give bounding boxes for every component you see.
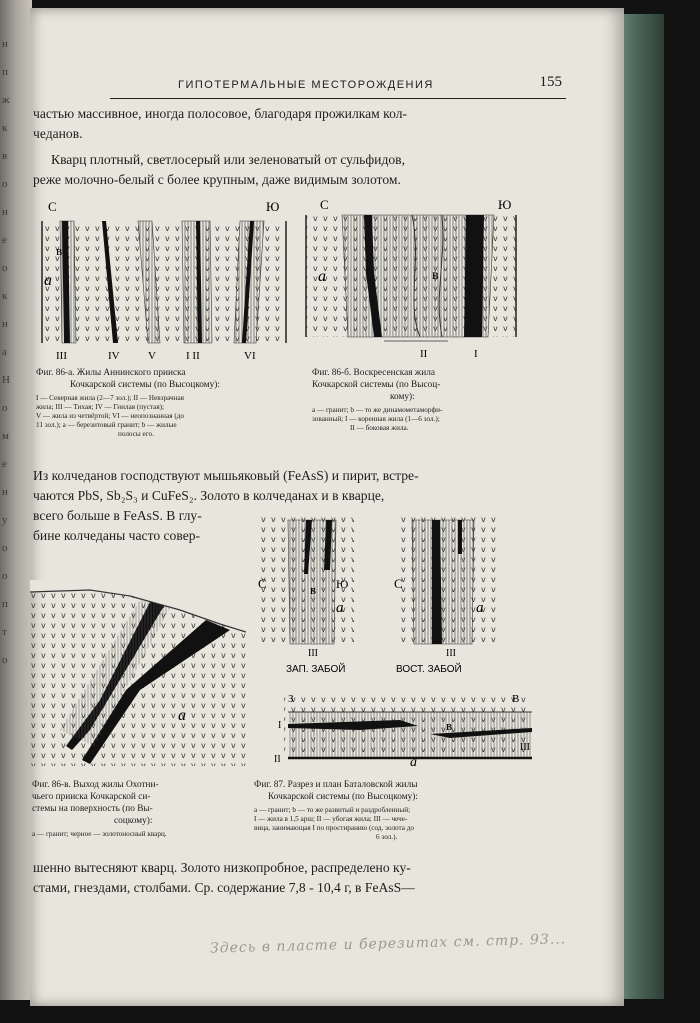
south-label: Ю (498, 197, 512, 212)
north-label: С (258, 576, 267, 591)
figure-legend: V — жила из четвёртой; VI — неопознанная (до (36, 412, 184, 420)
figure-legend: зованный; I — коренная жила (1—6 зол.); (312, 415, 440, 423)
text-line: всего больше в FeAsS. В глу- (33, 508, 202, 523)
left-page-char: к (2, 122, 8, 134)
left-page-char: к (2, 290, 8, 302)
figure-caption: чьего прииска Кочкарской си- (32, 792, 151, 802)
book-spine (618, 14, 664, 999)
running-title: ГИПОТЕРМАЛЬНЫЕ МЕСТОРОЖДЕНИЯ (178, 79, 434, 91)
vein-numeral: III (308, 648, 318, 659)
vein-numeral: I II (186, 350, 200, 362)
vein-numeral: VI (244, 350, 256, 362)
left-page-char: Н (2, 374, 10, 386)
section-label: ЗАП. ЗАБОЙ (286, 664, 346, 675)
vein-numeral: III (446, 648, 456, 659)
text-line: шенно вытесняют кварц. Золото низкопробное, распределено ку- (33, 860, 411, 875)
figure-caption: Фиг. 87. Разрез и план Баталовской жилы (254, 780, 418, 790)
figure-legend: I — жила в 1,5 арш; II — убогая жила; III — чече- (254, 815, 408, 823)
rock-label-a: а (476, 600, 484, 616)
vein-numeral: III (520, 742, 530, 753)
figure-caption: кому): (390, 392, 415, 402)
left-page-char: н (2, 38, 8, 50)
rock-label-a: а (44, 272, 52, 289)
page-number: 155 (539, 74, 562, 90)
left-page-char: о (2, 542, 8, 554)
figure-legend: а — гранит; черное — золотоносный кварц. (32, 830, 167, 838)
text-line: бине колчеданы часто совер- (33, 528, 201, 543)
rock-label-a: а (318, 268, 326, 285)
vein-numeral: I (278, 720, 282, 731)
north-label: С (394, 576, 403, 591)
left-page-char: о (2, 262, 8, 274)
text-line: стами, гнездами, столбами. Ср. содержание 7,8 - 10,4 г, в FeAsS— (33, 880, 415, 895)
figure-legend: II — боковая жила. (350, 424, 409, 432)
rock-label-a: а (410, 755, 417, 766)
left-page-char: ж (2, 94, 10, 106)
figure-legend: вица, занимающая I по простиранию (сод. золота до (254, 824, 415, 832)
rock-label-a: а (336, 600, 344, 616)
figure-legend: а — гранит; b — то же динамометаморфи- (312, 406, 443, 414)
left-page-char: а (2, 346, 7, 358)
figure-caption: Фиг. 86-а. Жилы Аннинского прииска (36, 368, 186, 378)
left-page-char: н (2, 486, 8, 498)
vein-numeral: I (474, 348, 478, 360)
left-page-char: м (2, 430, 9, 442)
figure-caption: Кочкарской системы (по Высоц- (312, 380, 441, 390)
figure-caption: Кочкарской системы (по Высоцкому): (70, 380, 220, 390)
left-page-char: н (2, 206, 8, 218)
left-page-char: о (2, 402, 8, 414)
left-page-char: е (2, 458, 7, 470)
left-page-char: о (2, 570, 8, 582)
rock-label-b: в (310, 582, 317, 597)
figure-caption: Фиг. 86-б. Воскресенская жила (312, 368, 435, 378)
rock-label-a: а (178, 707, 186, 724)
figure-86v (30, 580, 246, 770)
left-page-char: е (2, 234, 7, 246)
left-page-text (2, 30, 22, 674)
text-line: Кварц плотный, светлосерый или зеленоватый от сульфидов, (51, 152, 405, 167)
left-page-char: о (2, 654, 8, 666)
book-page (30, 8, 624, 1006)
figure-legend: полосы его. (118, 430, 154, 438)
page-header (110, 74, 566, 99)
section-label: ВОСТ. ЗАБОЙ (396, 664, 462, 675)
rock-label-b: в (56, 243, 63, 258)
east-label: В (512, 693, 520, 705)
figure-caption: Фиг. 86-в. Выход жилы Охотни- (32, 780, 159, 790)
figure-caption: стемы на поверхность (по Вы- (32, 804, 153, 814)
north-label: С (48, 199, 57, 214)
vein-numeral: II (274, 754, 281, 765)
figure-caption: соцкому): (114, 816, 153, 826)
left-page-char: у (2, 514, 8, 526)
text-line: чаются PbS, Sb₂S₃ и CuFeS₂. Золото в колчеданах и в кварце, (33, 488, 385, 503)
figure-86b (302, 193, 524, 363)
left-page-edge (0, 0, 32, 1000)
figure-legend: I — Северная жила (2—7 зол.); II — Невзрачная (36, 394, 184, 402)
figure-legend: жила; III — Тихая; IV — Гнилая (пустая); (36, 403, 165, 411)
left-page-char: н (2, 318, 8, 330)
handwritten-note: Здесь в пласте и березитах см. стр. 93... (209, 931, 567, 957)
west-label: З (288, 693, 294, 705)
rock-label-b: в (432, 268, 439, 283)
vein-numeral: III (56, 350, 67, 362)
south-label: Ю (266, 199, 280, 214)
text-line: Из колчеданов господствуют мышьяковый (FeAsS) и пирит, встре- (33, 468, 419, 483)
left-page-char: п (2, 598, 8, 610)
vein-numeral: IV (108, 350, 120, 362)
figure-legend: 6 зол.). (376, 833, 398, 841)
figure-legend: а — гранит; b — то же развитый и раздробленный; (254, 806, 411, 814)
left-page-char: в (2, 150, 8, 162)
text-line: реже молочно-белый с более крупным, даже видимым золотом. (33, 172, 401, 187)
vein-numeral: V (148, 350, 156, 362)
figure-legend: 11 зол.); а — березитовый гранит; b — жилые (36, 421, 177, 429)
left-page-char: о (2, 178, 8, 190)
left-page-char: т (2, 626, 7, 638)
figure-87 (250, 514, 538, 766)
figure-caption: Кочкарской системы (по Высоцкому): (268, 792, 418, 802)
figure-86a (34, 193, 302, 363)
text-line: частью массивное, иногда полосовое, благодаря прожилкам кол- (33, 106, 408, 121)
north-label: С (320, 197, 329, 212)
south-label: Ю (336, 577, 349, 591)
text-line: чеданов. (33, 126, 83, 141)
rock-label-b: в (446, 718, 453, 733)
vein-numeral: II (420, 348, 428, 360)
left-page-char: п (2, 66, 8, 78)
